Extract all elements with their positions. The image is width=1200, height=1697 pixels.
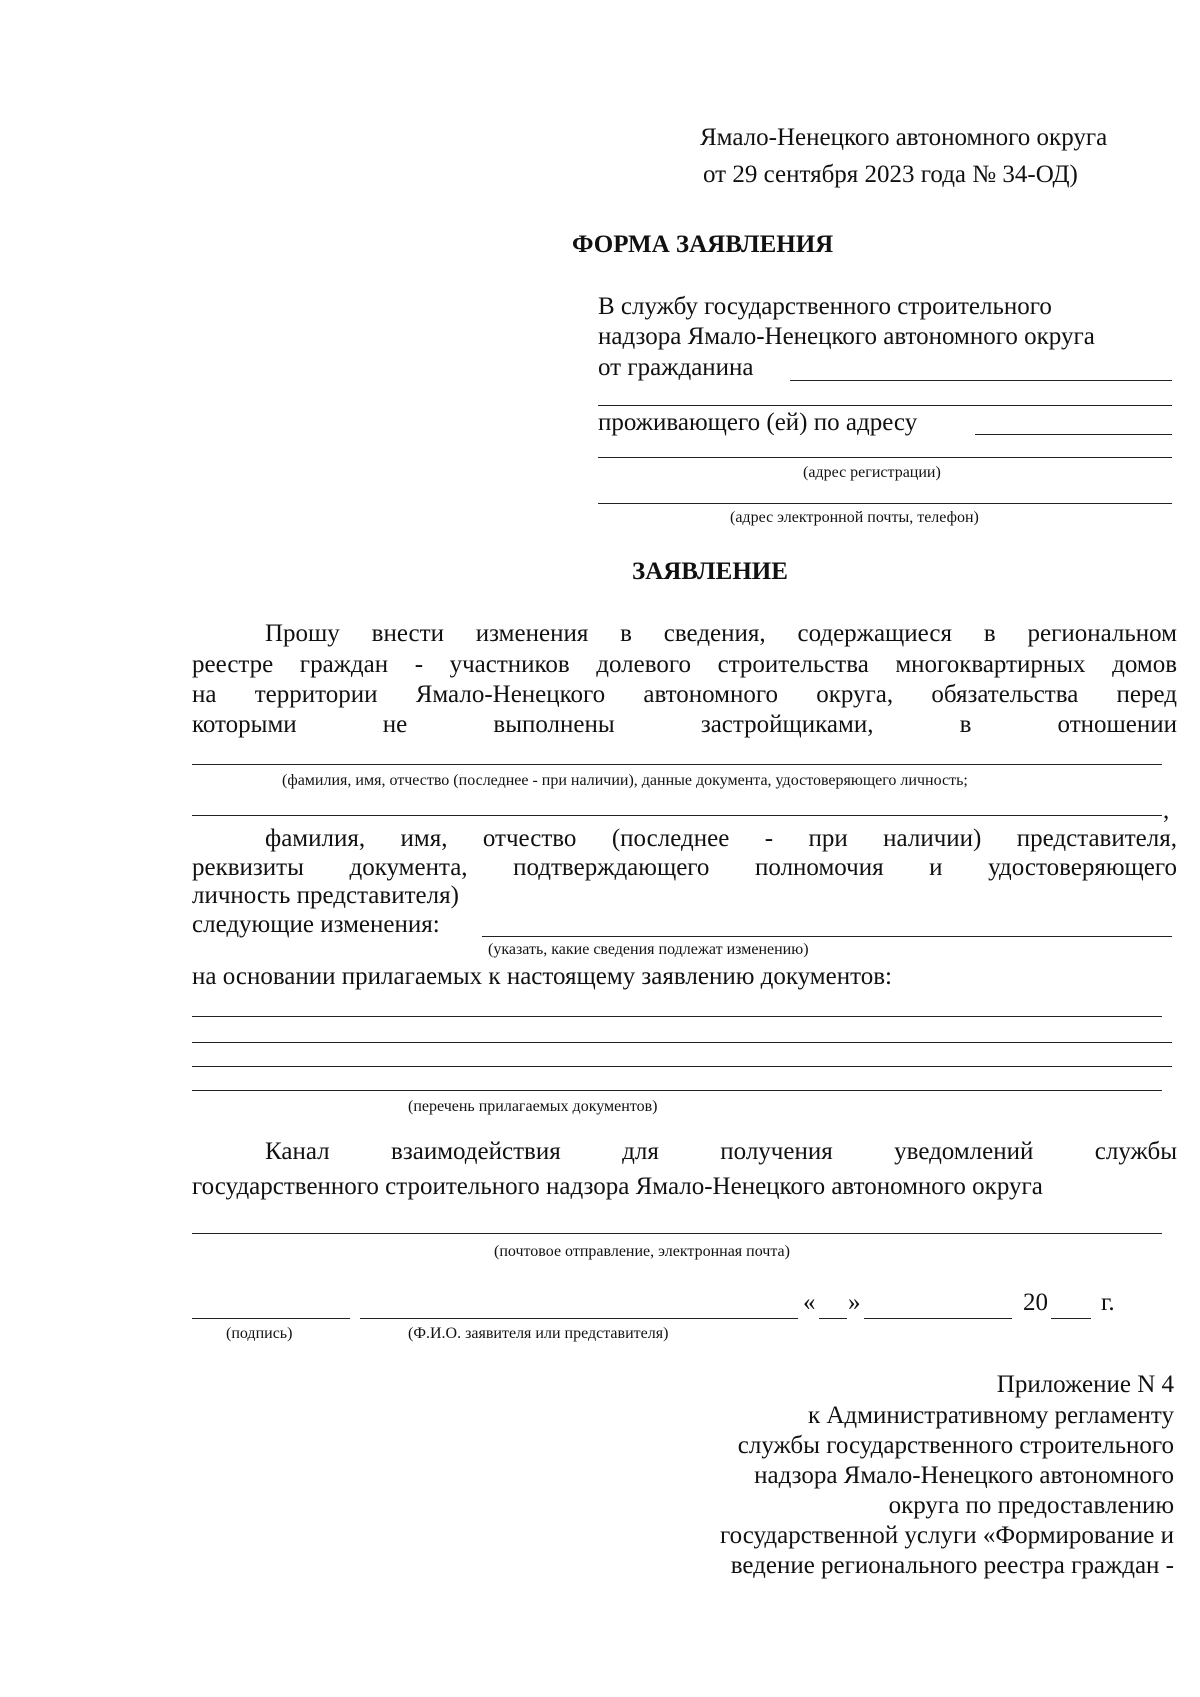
address-line-2 — [598, 457, 1172, 458]
date-close-quote: » — [848, 1289, 861, 1316]
citizen-name-line-2 — [598, 405, 1172, 406]
changes-caption: (указать, какие сведения подлежат изменению) — [488, 941, 809, 958]
signature-caption: (подпись) — [226, 1325, 293, 1342]
person-caption: (фамилия, имя, отчество (последнее - при наличии), данные документа, удостоверяющего личность; — [282, 772, 968, 789]
year-prefix: 20 — [1023, 1289, 1048, 1316]
channel-line-1: Канал взаимодействия для получения уведомлений службы — [265, 1138, 1177, 1165]
appendix-line-5: округа по предоставлению — [888, 1492, 1174, 1519]
form-title: ФОРМА ЗАЯВЛЕНИЯ — [572, 231, 834, 258]
representative-line-2: реквизиты документа, подтверждающего полномочия и удостоверяющего — [192, 854, 1177, 881]
signature-line — [192, 1318, 350, 1319]
person-line-2 — [192, 815, 1162, 816]
header-line-1: Ямало-Ненецкого автономного округа — [700, 124, 1108, 151]
addressee-line-1: В службу государственного строительного — [598, 293, 1052, 320]
contact-caption: (адрес электронной почты, телефон) — [730, 509, 979, 526]
statement-title: ЗАЯВЛЕНИЕ — [632, 558, 788, 585]
paragraph-1-line-3: на территории Ямало-Ненецкого автономного округа, обязательства перед — [192, 681, 1177, 708]
date-year-line — [1051, 1318, 1091, 1319]
documents-caption: (перечень прилагаемых документов) — [408, 1098, 658, 1115]
appendix-line-1: Приложение N 4 — [996, 1371, 1174, 1398]
paragraph-1-line-4: которыми не выполнены застройщиками, в отношении — [192, 711, 1177, 738]
appendix-line-7: ведение регионального реестра граждан - — [730, 1552, 1174, 1579]
year-suffix: г. — [1101, 1289, 1115, 1316]
contact-line — [598, 503, 1172, 504]
date-open-quote: « — [803, 1289, 816, 1316]
documents-line-2 — [192, 1042, 1172, 1043]
documents-line-4 — [192, 1090, 1162, 1091]
representative-line-3: личность представителя) — [192, 882, 459, 909]
channel-line — [192, 1233, 1162, 1234]
person-line-comma: , — [1163, 797, 1170, 824]
date-day-line — [819, 1318, 847, 1319]
representative-line-1: фамилия, имя, отчество (последнее - при наличии) представителя, — [265, 825, 1177, 852]
appendix-line-3: службы государственного строительного — [737, 1432, 1174, 1459]
documents-line-3 — [192, 1066, 1172, 1067]
person-line-1 — [192, 764, 1162, 765]
channel-line-2: государственного строительного надзора Ямало-Ненецкого автономного округа — [192, 1173, 1043, 1200]
address-caption: (адрес регистрации) — [803, 464, 941, 481]
address-line-1 — [975, 434, 1172, 435]
appendix-line-4: надзора Ямало-Ненецкого автономного — [754, 1462, 1174, 1489]
documents-line-1 — [192, 1016, 1162, 1017]
citizen-name-line-1 — [790, 380, 1172, 381]
changes-label: следующие изменения: — [192, 911, 440, 938]
date-month-line — [864, 1318, 1012, 1319]
basis-text: на основании прилагаемых к настоящему заявлению документов: — [192, 963, 892, 990]
from-citizen-label: от гражданина — [598, 354, 754, 381]
address-label: проживающего (ей) по адресу — [598, 409, 918, 436]
changes-line — [482, 936, 1172, 937]
paragraph-1-line-1: Прошу внести изменения в сведения, содержащиеся в региональном — [265, 620, 1177, 647]
addressee-line-2: надзора Ямало-Ненецкого автономного округа — [598, 323, 1095, 350]
appendix-line-2: к Административному регламенту — [807, 1402, 1174, 1429]
header-line-2: от 29 сентября 2023 года № 34-ОД) — [703, 161, 1078, 188]
name-caption: (Ф.И.О. заявителя или представителя) — [408, 1325, 669, 1342]
paragraph-1-line-2: реестре граждан - участников долевого строительства многоквартирных домов — [192, 651, 1177, 678]
appendix-line-6: государственной услуги «Формирование и — [719, 1522, 1174, 1549]
channel-caption: (почтовое отправление, электронная почта) — [494, 1243, 790, 1260]
name-line — [360, 1318, 798, 1319]
